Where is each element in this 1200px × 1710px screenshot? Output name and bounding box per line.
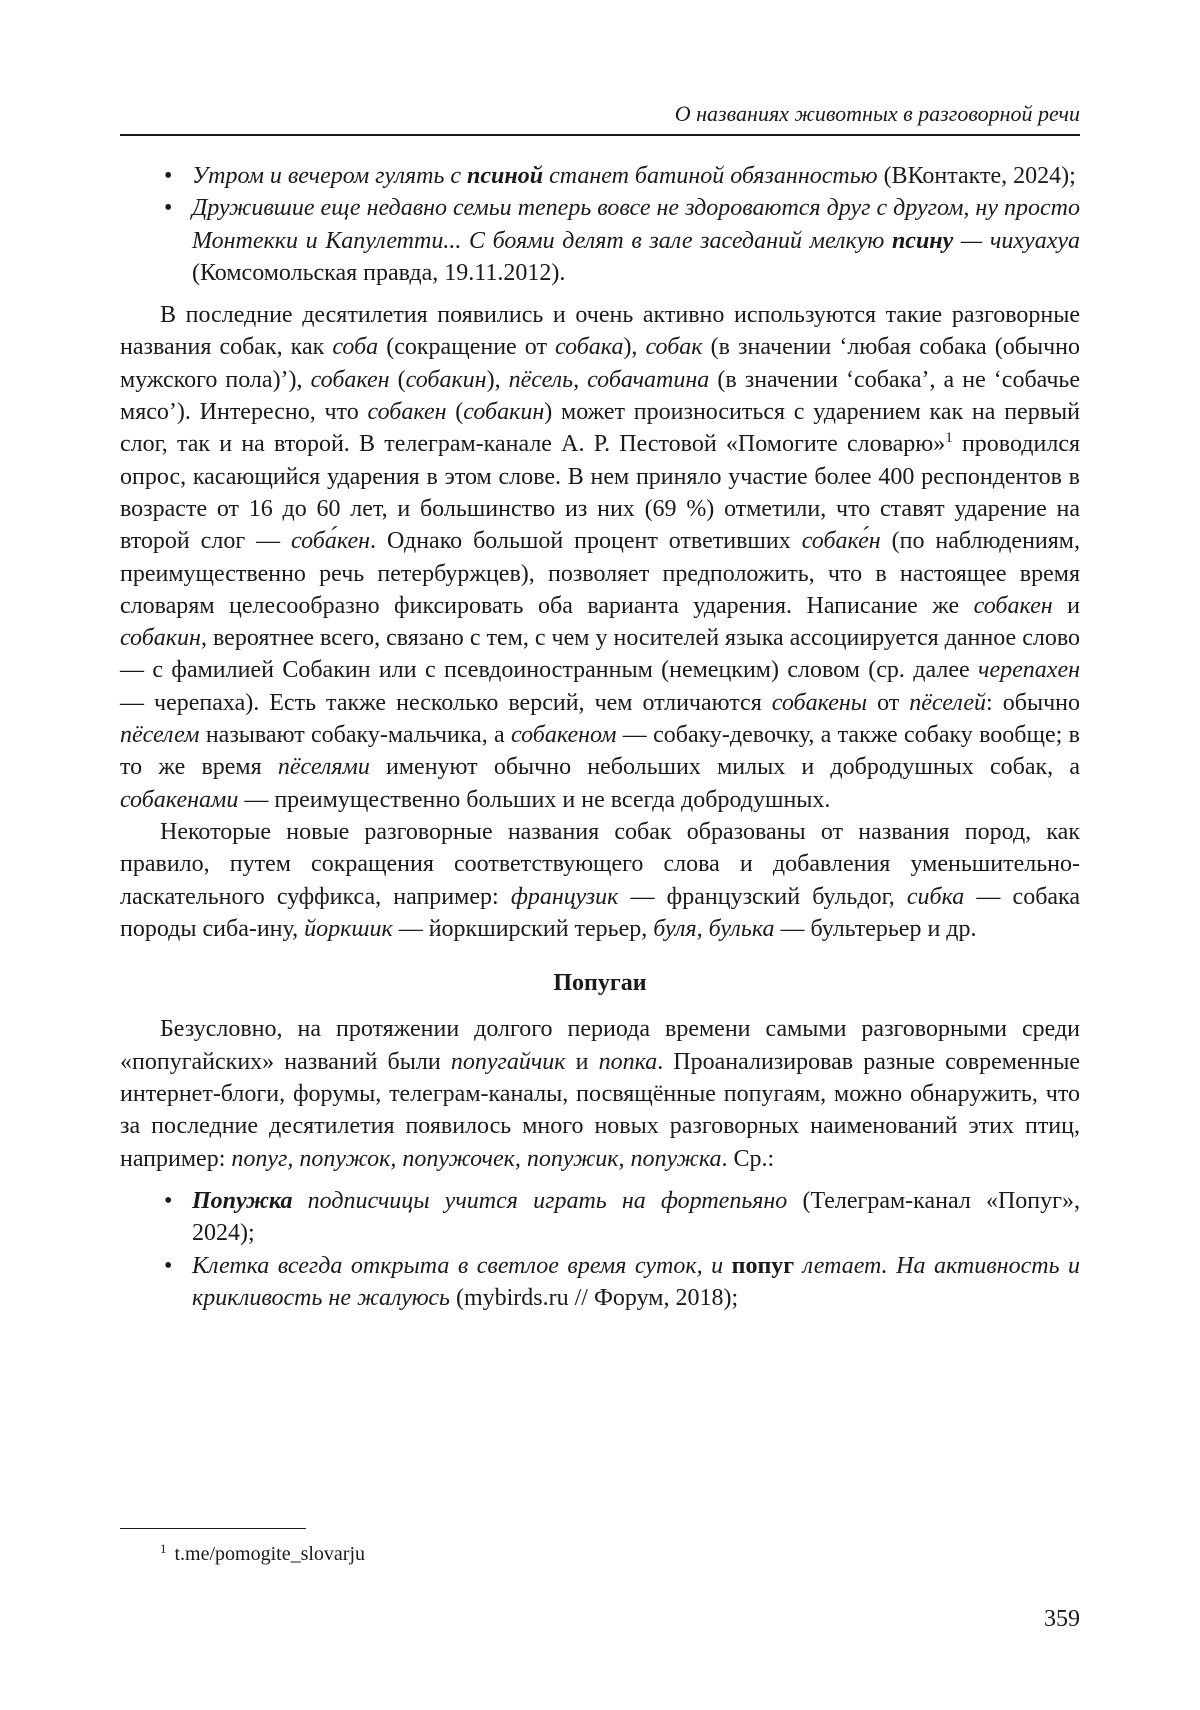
text-run: — йоркширский терьер, bbox=[392, 915, 654, 942]
header-rule bbox=[120, 134, 1080, 136]
text-run: — собака породы сиба-ину, bbox=[120, 883, 1081, 942]
text-run: попуг, попужок, попужочек, попужик, попужка bbox=[231, 1145, 722, 1172]
text-run: (в значении ‘любая собака (обычно мужского пола)’), bbox=[120, 334, 1080, 393]
text-run: собакин bbox=[463, 399, 545, 426]
example-item bbox=[120, 1250, 1080, 1315]
example-item bbox=[120, 1185, 1080, 1250]
text-run: соба bbox=[332, 334, 379, 361]
bullet-icon: • bbox=[164, 1252, 173, 1279]
text-run: — черепаха). Есть также несколько версий, чем отличаются bbox=[120, 689, 772, 716]
text-run: Некоторые новые разговорные названия собак образованы от названия пород, как правило, путем сокращения соответствующего слова и добавления уменьшительно-ласкательного суффикса, например: bbox=[120, 818, 1080, 910]
text-run: — бультерьер и др. bbox=[774, 915, 977, 942]
bullet-icon: • bbox=[164, 1187, 173, 1214]
text-run: собакин bbox=[405, 366, 487, 393]
example-item bbox=[120, 192, 1080, 289]
text-run: , вероятнее всего, связано с тем, с чем у носителей языка ассоциируется данное слово — с фамилией Собакин или с псевдоиностранным (немецким) словом (ср. далее bbox=[120, 625, 1080, 684]
article-body bbox=[120, 160, 1080, 1314]
text-run: . Проанализировав разные современные интернет-блоги, форумы, телеграм-каналы, посвящённые попугаям, можно обнаружить, что за последние десятилетия появилось много новых разговорных наименований этих птиц, например: bbox=[120, 1048, 1081, 1172]
text-run: собак bbox=[645, 334, 703, 361]
text-run: . Ср.: bbox=[721, 1145, 775, 1172]
text-run: проводился опрос, касающийся ударения в этом слове. В нем приняло участие более 400 респондентов в возрасте от 16 до 60 лет, и большинство из них (69 %) отметили, что ставят ударение на второй слог — bbox=[120, 431, 1081, 555]
text-run: — преимущественно больших и не всегда добродушных. bbox=[238, 786, 831, 813]
text-run: черепахен bbox=[978, 657, 1080, 684]
footnote-rule bbox=[120, 1528, 306, 1529]
text-run: ), bbox=[486, 366, 509, 393]
text-run: В последние десятилетия появились и очень активно используются такие разговорные названия собак, как bbox=[120, 302, 1080, 361]
bullet-icon: • bbox=[164, 163, 173, 189]
parrots-paragraphs bbox=[120, 1013, 1080, 1174]
text-run: соба́кен bbox=[291, 528, 371, 555]
text-run: собакеном bbox=[511, 722, 617, 749]
text-run: от bbox=[867, 689, 910, 716]
text-run: собакин bbox=[120, 625, 201, 652]
text-run: именуют обычно небольших милых и добродушных собак, а bbox=[369, 754, 1080, 781]
text-run: буля, булька bbox=[653, 915, 775, 942]
example-item bbox=[120, 160, 1080, 192]
text-run: собакенами bbox=[120, 786, 239, 813]
text-run: Клетка всегда открыта в светлое время суток, и bbox=[192, 1252, 732, 1279]
text-run: собаке́н bbox=[801, 528, 881, 555]
text-run: собакен bbox=[973, 592, 1053, 619]
text-run: собакен bbox=[310, 366, 390, 393]
text-run: станет батиной обязанностью bbox=[543, 163, 878, 189]
text-run: ( bbox=[389, 366, 406, 393]
text-run: Безусловно, на протяжении долгого периода времени самыми разговорными среди «попугайских» названий были bbox=[120, 1016, 1080, 1075]
text-run: йоркшик bbox=[304, 915, 393, 942]
text-run: французик bbox=[510, 883, 619, 910]
running-header: О названиях животных в разговорной речи bbox=[674, 101, 1080, 126]
text-run: летает. На активность и крикливость не жалуюсь bbox=[192, 1252, 1080, 1311]
text-run: (Телеграм-канал «Попуг», 2024); bbox=[192, 1187, 1080, 1247]
text-run: собакены bbox=[771, 689, 868, 716]
text-run: (сокращение от bbox=[378, 334, 555, 361]
text-run: : обычно bbox=[986, 689, 1081, 716]
text-run: ), bbox=[623, 334, 646, 361]
text-run: и bbox=[1052, 592, 1081, 619]
section-title: Попугаи bbox=[553, 970, 647, 997]
text-run: ( bbox=[446, 399, 464, 426]
footnote-ref: 1 bbox=[945, 430, 953, 447]
text-run: пёсель, собачатина bbox=[508, 366, 710, 393]
text-run: — собаку-девочку, а также собаку вообще; в то же время bbox=[120, 722, 1080, 781]
footnote-marker: 1 bbox=[160, 1541, 167, 1556]
example-list-bottom bbox=[120, 1185, 1080, 1314]
text-run: и bbox=[565, 1048, 599, 1075]
text-run: Дружившие еще недавно семьи теперь вовсе не здороваются друг с другом, ну просто Монтекки и Капулетти... С боями делят в зале заседаний мелкую bbox=[192, 195, 1080, 254]
page-number: 359 bbox=[1044, 1606, 1080, 1632]
footnote-text: t.me/pomogite_slovarju bbox=[174, 1543, 366, 1565]
text-run: подписчицы учится играть на фортепьяно bbox=[292, 1187, 788, 1214]
text-run: называют собаку-мальчика, а bbox=[199, 722, 512, 749]
text-run: ) может произноситься с ударением как на первый слог, так и на второй. В телеграм-канале А. Р. Пестовой «Помогите словарю» bbox=[120, 399, 1081, 458]
text-run: псиной bbox=[467, 163, 544, 189]
text-run: пёселей bbox=[909, 689, 987, 716]
text-run: попуг bbox=[731, 1252, 795, 1279]
text-run: попугайчик bbox=[450, 1048, 566, 1075]
paragraph bbox=[120, 1013, 1080, 1174]
text-run: Попужка bbox=[192, 1187, 293, 1214]
text-run: (по наблюдениям, преимущественно речь петербуржцев), позволяет предположить, что в настоящее время словарям целесообразно фиксировать оба варианта ударения. Написание же bbox=[120, 528, 1080, 619]
text-run: . Однако большой процент ответивших bbox=[370, 528, 802, 555]
example-list-top bbox=[120, 160, 1080, 289]
text-run: (в значении ‘собака’, а не ‘собачье мясо’). Интересно, что bbox=[120, 366, 1081, 426]
text-run: (mybirds.ru // Форум, 2018); bbox=[449, 1284, 739, 1311]
paragraph bbox=[120, 299, 1080, 816]
bullet-icon: • bbox=[164, 195, 173, 222]
text-run: сибка bbox=[906, 883, 965, 910]
text-run: Утром и вечером гулять с bbox=[192, 163, 468, 189]
text-run: (ВКонтакте, 2024); bbox=[877, 163, 1076, 189]
text-run: собака bbox=[555, 334, 624, 361]
text-run: — чихуахуа bbox=[953, 227, 1080, 254]
footnote bbox=[160, 1541, 365, 1567]
dogs-paragraphs bbox=[120, 299, 1080, 945]
text-run: пёселями bbox=[277, 754, 370, 781]
text-run: пёселем bbox=[120, 722, 200, 749]
text-run: псину bbox=[891, 227, 954, 254]
text-run: (Комсомольская правда, 19.11.2012). bbox=[192, 259, 566, 286]
paragraph bbox=[120, 816, 1080, 945]
text-run: попка bbox=[598, 1048, 658, 1075]
text-run: — французский бульдог, bbox=[618, 883, 907, 910]
text-run: собакен bbox=[367, 399, 447, 426]
